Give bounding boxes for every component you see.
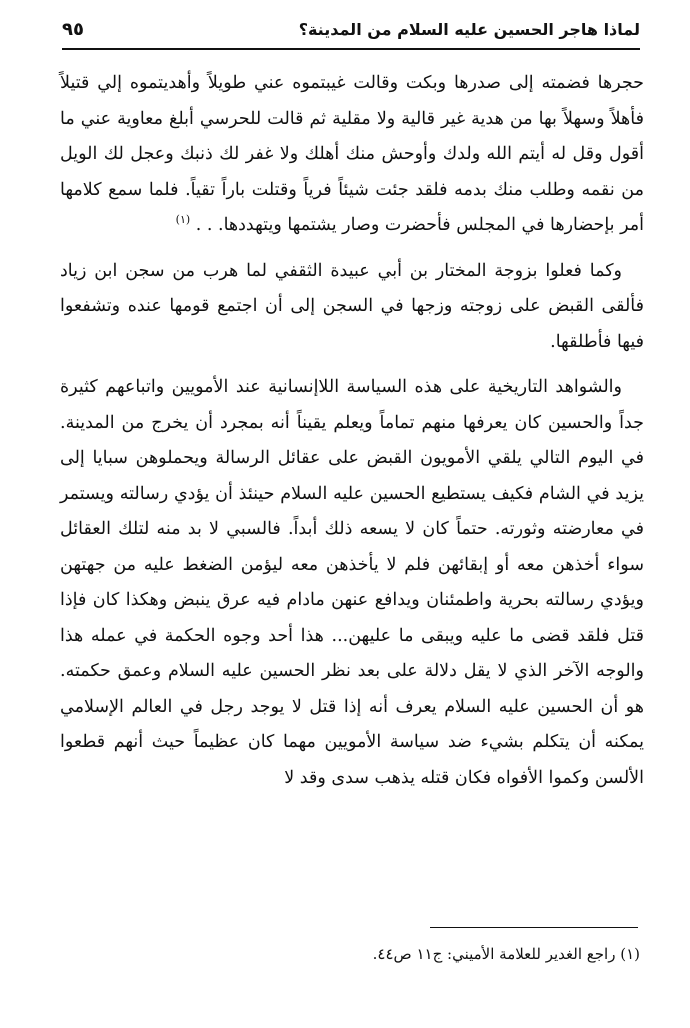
page-number: ٩٥ [62,19,84,40]
running-header [62,14,640,48]
footnote: (١) راجع الغدير للعلامة الأميني: ج١١ ص٤٤. [372,945,640,963]
paragraph-2: وكما فعلوا بزوجة المختار بن أبي عبيدة الثقفي لما هرب من سجن ابن زياد فألقى القبض على زوجته وزجها في السجن إلى أن اجتمع قومها عنده وتشفعوا فيها فأطلقها. [60,260,644,352]
footnote-marker[interactable]: (١) [175,213,191,227]
paragraph-1 [60,66,644,244]
footnote-divider [430,927,638,928]
chapter-title: لماذا هاجر الحسين عليه السلام من المدينة؟ [298,20,640,39]
paragraph-1-text: حجرها فضمته إلى صدرها وبكت وقالت غيبتموه عني طويلاً وأهديتموه إلي قتيلاً فأهلاً وسهلاً بها من هدية غير قالية ولا مقلية ثم قالت للحرسي أبلغ معاوية عني ما أقول وقل له أيتم الله ولدك وأوحش منك أهلك ولا غفر لك ذنبك وعجل لك الويل من نقمه وطلب منك بدمه فلقد جئت شيئاً فرياً وقتلت باراً تقياً. فلما سمع كلامها أمر بإحضارها في المجلس فأحضرت وصار يشتمها ويتهددها. . . [60,73,644,235]
header-divider [62,48,640,50]
paragraph-3: والشواهد التاريخية على هذه السياسة اللاإنسانية عند الأمويين واتباعهم كثيرة جداً والحسين كان يعرفها منهم تماماً ويعلم يقيناً أنه بمجرد أن يخرج من المدينة. في اليوم التالي يلقي الأمويون القبض على عقائل الرسالة ويحملوهن سبايا إلى يزيد في الشام فكيف يستطيع الحسين عليه السلام حينئذ أن يؤدي رسالته ويستمر في معارضته وثورته. حتماً كان لا يسعه ذلك أبداً. فالسبي لا بد منه لتلك العقائل سواء أخذهن معه أو إبقائهن فلم لا يأخذهن معه ليؤمن الضغط عليه من جهتهن ويؤدي رسالته بحرية واطمئنان ويدافع عنهن مادام فيه عرق ينبض وهكذا كان فإذا قتل فلقد قضى ما عليه ويبقى ما عليهن... هذا أحد وجوه الحكمة في عمله هذا والوجه الآخر الذي لا يقل دلالة على بعد نظر الحسين عليه السلام وعمق حكمته. هو أن الحسين عليه السلام يعرف أنه إذا قتل لا يوجد رجل في العالم الإسلامي يمكنه أن يتكلم بشيء ضد سياسة الأمويين مهما كان عظيماً حيث أنهم قطعوا الألسن وكموا الأفواه فكان قتله يذهب سدى وقد لا [60,377,644,788]
main-text [60,66,644,806]
